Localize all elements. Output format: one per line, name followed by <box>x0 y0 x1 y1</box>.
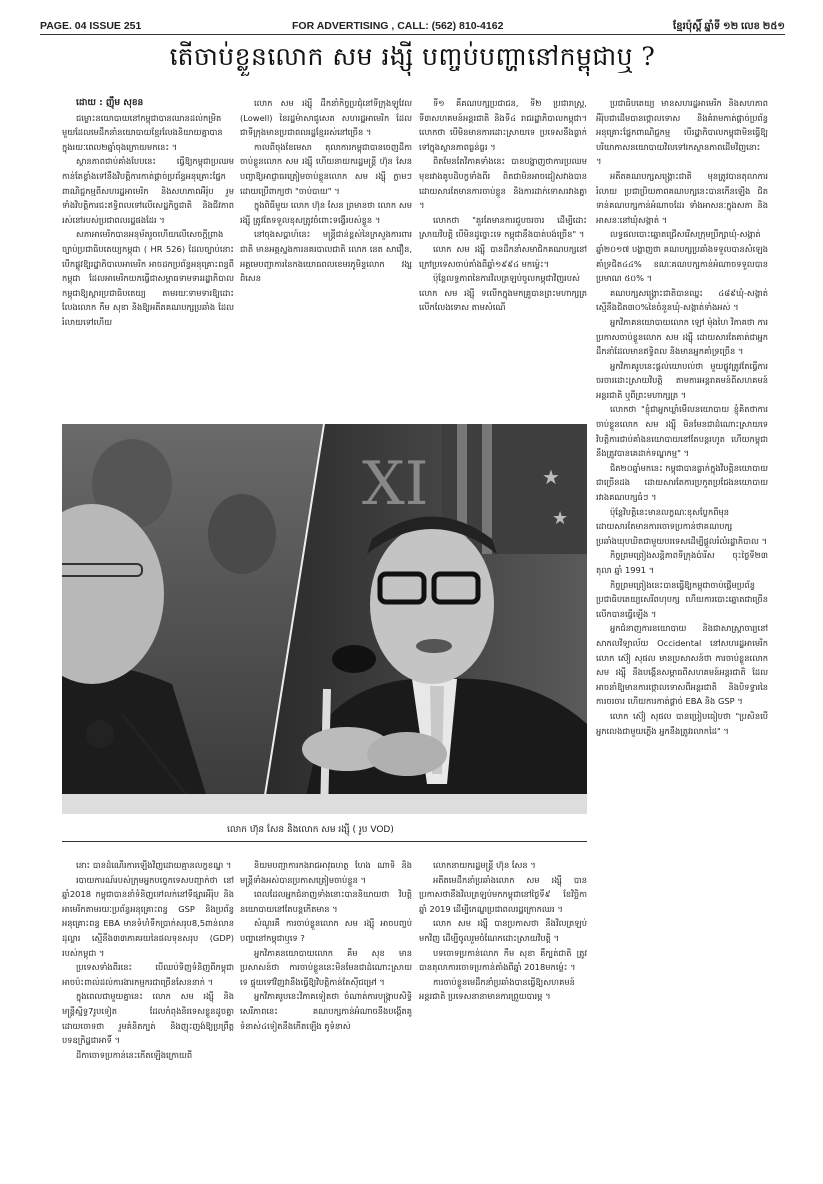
article-paragraph: អ្នកវិភាគរូបនេះវិភាគទៀតថា ចំណាត់ការបង្ក្រាបសិទ្ធិសេរីភាពនេះ គណបក្សកាន់អំណាចនឹងបង្កើតគូទំនាស់៤ទៀតនឹងកើតឡើង គូទំនាស់ <box>240 991 412 1031</box>
article-paragraph: លោក សម រង្ស៊ី បានប្រកាសថា នឹងវិលត្រឡប់មកវិញ ដើម្បីចូលរួមចំណែកដោះស្រាយវិបត្តិ ។ <box>419 918 587 943</box>
article-column-1-top <box>62 96 234 414</box>
article-column-3-top <box>419 96 587 414</box>
article-column-2-bottom <box>240 858 412 1098</box>
paragraphs <box>62 111 234 330</box>
paragraphs <box>419 858 587 1004</box>
article-paragraph: ប៉ុន្តែលទ្ធភាពនៃការវិលត្រឡប់ចូលកម្ពុជាវិញរបស់លោក សម រង្ស៊ី ទលើកក្នុងមកគ្រូបានព្រះមហាក្សត្រលើកលែងទោស តាមសំណើ <box>419 273 587 313</box>
page-issue-label: PAGE. 04 ISSUE 251 <box>40 20 142 32</box>
article-paragraph: ក្នុងពេលជាមួយគ្នានេះ លោក សម រង្ស៊ី និងមន្ត្រីស្និទ្ធ7រូបទៀត ដែលកំពុងនិរទេសខ្លួនដូចគ្នា ដោយចោទថា រួមគំនិតក្បត់ និងញុះញង់ឱ្យប្រព្រឹត្តបទឧក្រិដ្ឋជាអាទិ៍ ។ <box>62 991 234 1046</box>
article-paragraph: ដីកាចោទប្រកាន់នេះកើតឡើងក្រោយពី <box>76 1049 193 1060</box>
article-paragraph: ប្រជាធិបតេយ្យ មានសហរដ្ឋអាមេរិក និងសហភាពអឺរ៉ុបជាដើមបានថ្កោលទោស និងគំរាមកាត់ផ្តាច់ប្រព័ន្ធអនុគ្រោះផ្នែកពាណិជ្ជកម្ម បើរដ្ឋាភិបាលកម្ពុជាមិនធ្វើឱ្យបរិយាកាសនយោបាយវិលទៅរកស្ថានភាពដើមវិញនោះ ។ <box>596 98 768 167</box>
article-paragraph: អ្នកវិភាគនយោបាយលោក ឡៅ ម៉ុងហៃ វិភាគថា ការប្រកាសចាប់ខ្លួនលោក សម រង្ស៊ី ដោយសារតែគាត់ជាអ្នកដឹកនាំដែលមានឥទ្ធិពល និងមានអ្នកគាំទ្រច្រើន ។ <box>596 316 768 357</box>
paragraphs <box>240 96 412 286</box>
article-paragraph: លោក សម រង្ស៊ី បានដឹកនាំសមាជិកគណបក្សនៅក្រៅប្រទេសចាប់តាំងពីឆ្នាំ១៩៩៤ មកម្ល៉េះ។ <box>419 243 587 269</box>
article-paragraph: លោកថា "ខ្ញុំជាអ្នកឃ្លាំមើលនយោបាយ ខ្ញុំគិតថាការចាប់ខ្លួនលោក សម រង្ស៊ី មិនមែនជាដំណោះស្រាយទេ វិបត្តិការជាប់គាំងនយោបាយនៅតែបន្តរហូត ហើយកម្ពុជានឹងត្រូវបានគេដាក់ទណ្ឌកម្ម" ។ <box>596 404 768 459</box>
article-column-4 <box>596 96 768 1096</box>
article-paragraph: កិច្ចព្រមព្រៀងសន្តិភាពទីក្រុងប៉ារីស ចុះថ្ងៃទី២៣ តុលា ឆ្នាំ 1991 ។ <box>596 550 768 575</box>
masthead: ខ្មែរប៉ុស្តិ៍ ឆ្នាំទី ១២ លេខ ២៥១ <box>673 21 785 32</box>
paragraphs <box>62 858 234 1062</box>
article-paragraph: កាលពីចុងខែមេសា តុលាការកម្ពុជាបានចេញដីកាចាប់ខ្លួនលោក សម រង្ស៊ី ហើយនាយករដ្ឋមន្ត្រី ហ៊ុន សែន បញ្ជាឱ្យអាជ្ញាធរត្រៀមចាប់ខ្លួនលោក សម រង្ស៊ី ភ្លាមៗ ដោយប្រើពាក្យថា "ចាប់បាយ" ។ <box>240 141 412 196</box>
article-paragraph: ស្ថានភាពជាប់គាំងបែបនេះ ធ្វើឱ្យកម្ពុជាប្រឈមកាន់តែខ្លាំងទៅនឹងវិបត្តិការកាត់ផ្តាច់ប្រព័ន្ធអនុគ្រោះផ្នែកពាណិជ្ជកម្មពីសហរដ្ឋអាមេរិក និងសហភាពអឺរ៉ុប រួមទាំងវិបត្តិការជះឥទ្ធិពលទៅលើសេដ្ឋកិច្ចជាតិ និងជីវភាពរស់នៅរបស់ប្រជាពលរដ្ឋផងដែរ ។ <box>62 156 234 225</box>
article-paragraph: អ្នកជំនាញការនយោបាយ និងជាសាស្ត្រាចារ្យនៅសាកលវិទ្យាល័យ Occidental នៅសហរដ្ឋអាមេរិកលោក ស៊ៀ សុផល មានប្រសាសន៍ថា ការចាប់ខ្លួនលោក សម រង្ស៊ី នឹងបង្កើនសម្ពាធពីសហគមន៍អន្តរជាតិ ដែលអាចនាំឱ្យមានការថ្កោលទោសពីអន្តរជាតិ និងបិទទ្វារនៃការចរចារ ហើយការកាត់ផ្តាច់ EBA និង GSP ។ <box>596 623 768 707</box>
article-paragraph: លោកនាយករដ្ឋមន្ត្រី ហ៊ុន សែន ។ <box>433 860 536 870</box>
page-header <box>40 18 785 35</box>
article-paragraph: និយមបញ្ជាការកងរាជអាវុធហត្ថ ហែង ណាទិ និងមន្ត្រីទាំងអស់បានប្រកាសត្រៀមចាប់ខ្លួន ។ <box>240 860 412 885</box>
paragraphs <box>419 96 587 315</box>
article-paragraph: ប្រទេសទាំងពីរនេះ បើឈប់ទិញទំនិញពីកម្ពុជា អាចប៉ះពាល់ដល់ការងារកម្មករជាច្រើនសែននាក់ ។ <box>62 962 234 987</box>
article-headline: តើចាប់ខ្លួនលោក សម រង្ស៊ី បញ្ចប់បញ្ហានៅកម្ពុជាឬ ? <box>169 42 656 71</box>
article-photo <box>62 424 587 814</box>
article-paragraph: លោកថា "គួរតែមានការជួបចរចារ ដើម្បីដោះស្រាយវិបត្តិ បើមិនដូច្នោះទេ កម្ពុជានឹងបាត់បង់ច្រើន" ។ <box>419 214 587 240</box>
article-paragraph: បទចោទប្រកាន់លោក កឹម សុខា គឺក្បត់ជាតិ ត្រូវបានតុលាការចោទប្រកាន់តាំងពីឆ្នាំ 2018មកម្ល៉េះ ។ <box>419 947 587 973</box>
article-paragraph: គណបក្សសង្គ្រោះជាតិបានឈ្នះ ៤៨៩ឃុំ-សង្កាត់ ស្មើនឹងជិត៣០%នៃចំនួនឃុំ-សង្កាត់ទាំងអស់ ។ <box>596 287 768 313</box>
article-paragraph: កិច្ចព្រមព្រៀងនេះបានធ្វើឱ្យកម្ពុជាចាប់ផ្តើមប្រព័ន្ធប្រជាធិបតេយ្យសេរីពហុបក្ស ហើយការបោះឆ្នោតជាច្រើនលើកបានធ្វើឡើង ។ <box>596 579 768 619</box>
article-paragraph: ក្នុងពិធីមួយ លោក ហ៊ុន សែន ព្រមានថា លោក សម រង្ស៊ី ត្រូវតែទទួលខុសត្រូវចំពោះទង្វើរបស់ខ្លួន ។ <box>240 200 412 225</box>
article-paragraph: ការចាប់ខ្លួនមេដឹកនាំប្រឆាំងបានធ្វើឱ្យសហគមន៍អន្តរជាតិ ប្រទេសនានាមានការព្រួយបារម្ភ ។ <box>419 976 575 1002</box>
article-paragraph: អតីតគណបក្សសង្គ្រោះជាតិ មុនត្រូវបានតុលាការរំលាយ ប្រជាប្រិយភាពគណបក្សនេះបានកើនឡើង ជិតទាន់គណបក្សកាន់អំណាចដែរ ទាំងអាសនៈក្នុងសភា និងអាសនៈនៅឃុំសង្កាត់ ។ <box>596 170 768 225</box>
advertising-contact: FOR ADVERTISING , CALL: (562) 810-4162 <box>292 20 504 32</box>
article-paragraph: ពេលដែលអ្នកជំនាញទាំងនោះបាននិយាយថា វិបត្តិនយោបាយនៅតែបន្តកើតមាន ។ <box>240 889 412 914</box>
article-paragraph: លទ្ធផលបោះឆ្នោតជ្រើសរើសក្រុមប្រឹក្សាឃុំ-សង្កាត់ឆ្នាំ២០១៧ បង្ហាញថា គណបក្សប្រឆាំងទទួលបានសំឡេងគាំទ្រជិត៤៤% ខណៈគណបក្សកាន់អំណាចទទួលបានប្រមាណ ៥០% ។ <box>596 229 768 284</box>
article-paragraph: លោក ស៊ៀ សុផល បានប្រៀបធៀបថា "ប្រសិនបើអ្នកលេងជាមួយភ្លើង អ្នកនឹងត្រូវរលាកដៃ" ។ <box>596 710 768 736</box>
article-column-3-bottom <box>419 858 587 1098</box>
article-paragraph: នោះ បានដំណើរការឡើងវិញដោយគ្មានលក្ខខណ្ឌ ។ <box>76 860 232 870</box>
article-paragraph: លោក សម រង្ស៊ី ដឹកនាំកិច្ចប្រជុំនៅទីក្រុងឡូវែល (Lowell) នៃរដ្ឋម៉ាសាជូសេត សហរដ្ឋអាមេរិក ដែលជាទីក្រុងមានប្រជាពលរដ្ឋខ្មែររស់នៅច្រើន ។ <box>240 98 412 138</box>
paragraphs <box>596 96 768 738</box>
article-paragraph: របាយការណ៍របស់ក្រុមអ្នកបច្ចេកទេសបញ្ជាក់ថា នៅឆ្នាំ2018 កម្ពុជាបាននាំទំនិញទៅលក់នៅទីផ្សារអឺរ៉ុប និងអាមេរិកតាមរយៈប្រព័ន្ធអនុគ្រោះពន្ធ GSP និងប្រព័ន្ធអនុគ្រោះពន្ធ EBA មានទំហំទឹកប្រាក់សរុប8,5ពាន់លានដុល្លារ ស្មើនឹង៣៣ភាគរយនៃផលទុនសរុប (GDP) របស់កម្ពុជា ។ <box>62 874 234 958</box>
photo-caption: លោក ហ៊ុន សែន និងលោក សម រង្ស៊ី ( រូប VOD) <box>62 820 587 842</box>
article-column-2-top <box>240 96 412 414</box>
paragraphs <box>240 858 412 1033</box>
article-paragraph: អតីតមេដឹកនាំប្រឆាំងលោក សម រង្ស៊ី បានប្រកាសថានឹងវិលត្រឡប់មកកម្ពុជានៅថ្ងៃទី៩ ខែវិច្ឆិកា ឆ្នាំ 2019 ដើម្បីកេណ្ឌប្រជាពលរដ្ឋក្រោកឈរ ។ <box>419 874 587 914</box>
article-paragraph: ទី១ គឺគណបក្សប្រជាជន, ទី២ ប្រជារាស្ត្រ, ទី៣សហគមន៍អន្តរជាតិ និងទី៤ រាជរដ្ឋាភិបាលកម្ពុជា។ លោកថា បើមិនមានការដោះស្រាយទេ ប្រទេសនឹងធ្លាក់ទៅក្នុងស្ថានភាពធ្ងន់ធ្ងរ ។ <box>419 98 587 152</box>
article-paragraph: ពិតមែនតែវិភាគទាំងនេះ បានបង្ហាញថាការប្រឈមមុខរវាងគូបដិបក្ខទាំងពីរ ពិតជាមិនអាចជៀសវាងបាន ដោយសារតែមានការចាប់ខ្លួន និងការដាក់ទោសរវាងគ្នា ។ <box>419 156 587 211</box>
svg-text:★: ★ <box>552 508 569 529</box>
article-paragraph: អ្នកវិភាគរូបនេះផ្តល់យោបល់ថា មួយផ្លូវត្រូវតែធ្វើការចរចារដោះស្រាយវិបត្តិ តាមការអន្តរាគមន៍ពីសហគមន៍អន្តរជាតិ ឬពីព្រះមហាក្សត្រ ។ <box>596 360 768 400</box>
article-paragraph: ជិត២០ឆ្នាំមកនេះ កម្ពុជាបានធ្លាក់ក្នុងវិបត្តិនយោបាយជាច្រើនដង ដោយសារតែការប្រកួតប្រជែងនយោបាយរវាងគណបក្សធំៗ ។ <box>596 462 768 503</box>
article-paragraph: នៅចុងសប្តាហ៍នេះ មន្ត្រីជាន់ខ្ពស់នៃក្រសួងការពារជាតិ មានអគ្គស្នងការនគរបាលជាតិ លោក នេត សាវឿន, អគ្គមេបញ្ជាការនៃកងយោធពលខេមរភូមិន្ទលោក វង្ស ពិសេន <box>240 229 412 284</box>
article-paragraph: សភាអាមេរិកបានអនុម័តរួចហើយលើសេចក្តីព្រាងច្បាប់ប្រជាធិបតេយ្យកម្ពុជា ( HR 526) ដែលច្បាប់នោះ បើកផ្លូវឱ្យរដ្ឋាភិបាលអាមេរិក អាចដកប្រព័ន្ធអនុគ្រោះពន្ធពីកម្ពុជា ដែលអាមេរិកយកធ្វើជាសម្ពាធទាមទាររដ្ឋាភិបាលកម្ពុជាឱ្យស្តារប្រជាធិបតេយ្យ តាមរយៈទាមទារឱ្យដោះលែងលោក កឹម សុខា និងឱ្យអតីតគណបក្សប្រឆាំង ដែលរំលាយទៅហើយ <box>62 229 234 327</box>
article-paragraph: ប៉ុន្តែវិបត្តិនេះមានលក្ខណៈខុសប្លែកពីមុន ដោយសារតែមានការចោទប្រកាន់ថាគណបក្សប្រឆាំងឃុបឃិតជាមួយបរទេសដើម្បីផ្តួលរំលំរដ្ឋាភិបាល ។ <box>596 506 768 546</box>
article-paragraph: ជម្លោះនយោបាយនៅកម្ពុជាបានឈានដល់កម្រិតមួយដែលមេដឹកនាំនយោបាយខ្មែរលែងនិយាយគ្នាបានក្នុងរយៈពេល២ឆ្នាំចុងក្រោយមកនេះ ។ <box>62 112 223 152</box>
article-paragraph: អ្នកវិភាគនយោបាយលោក គឹម សុខ មានប្រសាសន៍ថា ការចាប់ខ្លួននេះមិនមែនជាដំណោះស្រាយទេ ផ្ទុយទៅវិញវានឹងធ្វើឱ្យវិបត្តិកាន់តែស៊ីជម្រៅ ។ <box>240 947 412 987</box>
svg-text:★: ★ <box>542 465 560 489</box>
photo-hun-sen-sam-rainsy <box>62 424 587 814</box>
svg-text:XI: XI <box>362 449 429 519</box>
article-column-1-bottom <box>62 858 234 1098</box>
article-paragraph: សំណួរគឺ ការចាប់ខ្លួនលោក សម រង្ស៊ី អាចបញ្ចប់បញ្ហានៅកម្ពុជាឬទេ ? <box>240 918 412 943</box>
byline: ដោយ : ញ៉ឹម សុខន <box>76 98 144 108</box>
